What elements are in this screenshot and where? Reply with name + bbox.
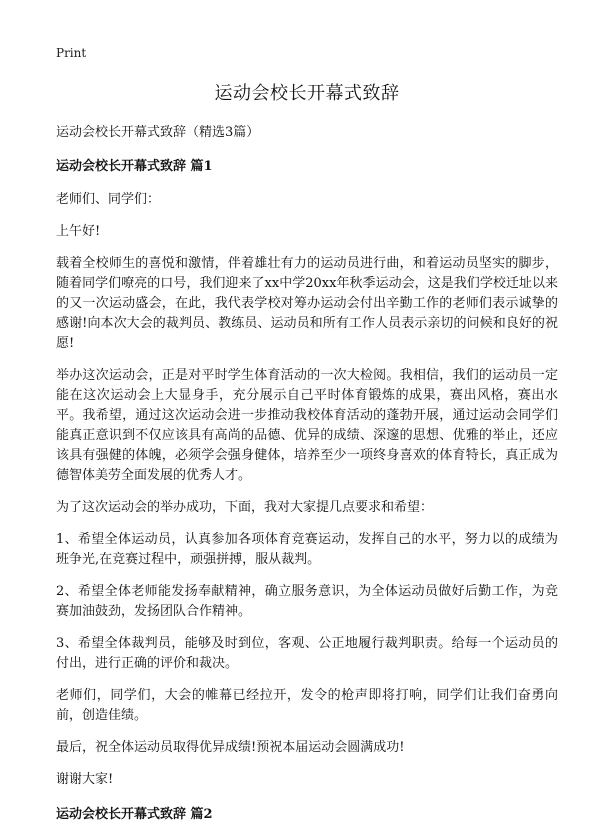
section-heading-2: 运动会校长开幕式致辞 篇2 <box>56 807 213 822</box>
paragraph-opening: 载着全校师生的喜悦和激情，伴着雄壮有力的运动员进行曲，和着运动员坚实的脚步，随着同学们嘹亮的口号，我们迎来了xx中学20xx年秋季运动会，这是我们学校迁址以来的又一次运动盛会，在此，我代表学校对筹办运动会付出辛勤工作的老师们表示诚挚的感谢!向本次大会的裁判员、教练员、运动员和所有工作人员表示亲切的问候和良好的祝愿! <box>56 256 558 351</box>
paragraph-requirement-3: 3、希望全体裁判员，能够及时到位，客观、公正地履行裁判职责。给每一个运动员的付出，进行正确的评价和裁决。 <box>56 636 558 671</box>
print-link[interactable]: Print <box>56 46 87 60</box>
section-heading-1: 运动会校长开幕式致辞 篇1 <box>56 159 213 174</box>
paragraph-requirement-1: 1、希望全体运动员，认真参加各项体育竞赛运动，发挥自己的水平，努力以的成绩为班争光,在竞赛过程中，顽强拼搏，服从裁判。 <box>56 532 558 567</box>
document-title: 运动会校长开幕式致辞 <box>214 83 400 104</box>
document-subtitle: 运动会校长开幕式致辞（精选3篇） <box>56 125 260 140</box>
paragraph-purpose: 举办这次运动会，正是对平时学生体育活动的一次大检阅。我相信，我们的运动员一定能在这次运动会上大显身手，充分展示自己平时体育锻炼的成果，赛出风格，赛出水平。我希望，通过这次运动会进一步推动我校体育活动的蓬勃开展，通过运动会同学们能真正意识到不仅应该具有高尚的品德、优异的成绩、深邃的思想、优雅的举止，还应该具有强健的体魄，必须学会强身健体，培养至少一项终身喜欢的体育特长，真正成为德智体美劳全面发展的优秀人才。 <box>56 368 558 483</box>
paragraph-greeting: 老师们、同学们： <box>56 192 161 207</box>
paragraph-wishes: 最后，祝全体运动员取得优异成绩!预祝本届运动会圆满成功! <box>56 740 405 755</box>
paragraph-encouragement: 老师们，同学们，大会的帷幕已经拉开，发令的枪声即将打响，同学们让我们奋勇向前，创造佳绩。 <box>56 688 558 723</box>
paragraph-requirement-2: 2、希望全体老师能发扬奉献精神，确立服务意识，为全体运动员做好后勤工作，为竞赛加油鼓劲，发扬团队合作精神。 <box>56 584 558 619</box>
paragraph-requirements-intro: 为了这次运动会的举办成功，下面，我对大家提几点要求和希望： <box>56 500 434 515</box>
paragraph-thanks: 谢谢大家! <box>56 772 114 787</box>
paragraph-morning: 上午好! <box>56 224 101 239</box>
